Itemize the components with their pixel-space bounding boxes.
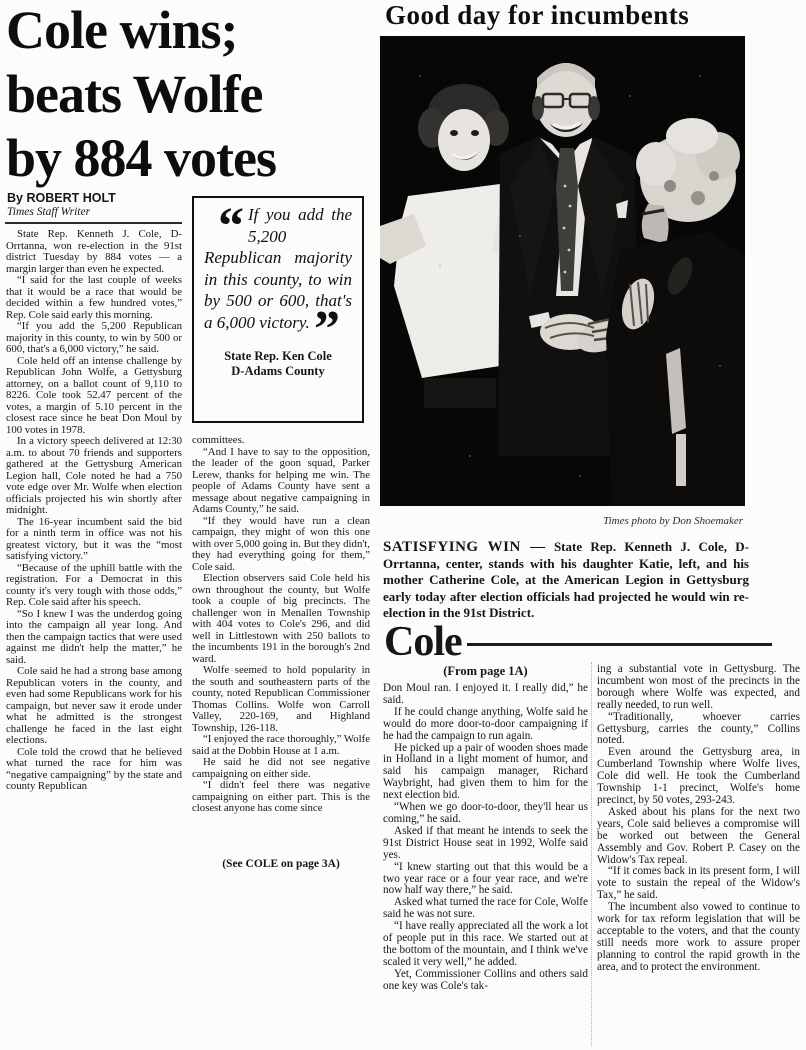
open-quote-icon: “ [218, 198, 242, 255]
pull-quote-attribution [204, 349, 352, 379]
main-headline [6, 0, 378, 190]
article-paragraph: Election observers said Cole held his own throughout the county, but Wolfe took a couple of big precincts. The challenger won in Menallen Township with 404 votes to Cole's 296, and did well in Littlestown with 250 ballots to the incumbents 191 in the borough's 2nd ward. [192, 572, 370, 665]
article-paragraph: committees. [192, 435, 245, 446]
article-paragraph: Yet, Commissioner Collins and others said one key was Cole's tak- [383, 967, 588, 992]
article-paragraph: Don Moul ran. I enjoyed it. I really did,” he said. [383, 683, 588, 706]
article-paragraph: ing a substantial vote in Gettysburg. The incumbent won most of the precincts in the borough where Wolfe was expected, and really needed, to run well. [597, 664, 800, 711]
article-paragraph: Cole said he had a strong base among Republican voters in the county, and even had some Republicans work for his campaign, but never saw it erode under what he admitted is the strongest challenge he faced in the last eight elections. [6, 665, 182, 746]
article-paragraph: “So I knew I was the underdog going into the campaign all year long. And then the campaign tactics that were used against me didn't help the matter,” he said. [6, 607, 182, 666]
article-paragraph: The 16-year incumbent said the bid for a ninth term in office was not his greatest victory, but it was the “most satisfying victory.” [6, 515, 182, 562]
headline-line-2: beats Wolfe [6, 64, 263, 124]
headline-line-1: Cole wins; [6, 0, 238, 60]
article-paragraph: “I said for the last couple of weeks that it would be a race that would be decided within a few hundred votes,” Rep. Cole said early this morning. [6, 274, 182, 321]
continuation-column-left [383, 683, 588, 1048]
article-paragraph: “Traditionally, whoever carries Gettysburg, carries the county,” Collins noted. [597, 710, 800, 747]
article-paragraph: If he could change anything, Wolfe said he would do more door-to-door campaigning if he had the campaign to run again. [383, 705, 588, 742]
article-paragraph: Asked if that meant he intends to seek the 91st District House seat in 1992, Wolfe said yes. [383, 824, 588, 861]
kicker-headline: Good day for incumbents [385, 0, 690, 30]
byline-author: By ROBERT HOLT [7, 191, 116, 205]
article-paragraph: “And I have to say to the opposition, the leader of the goon squad, Parker Lerew, thanks for helping me win. The people of Adams County have sent a message about negative campaigning in Adams County,” he said. [192, 445, 370, 515]
caption-text: State Rep. Kenneth J. Cole, D-Orrtanna, center, stands with his daughter Katie, left, and his mother Catherine Cole, at the American Legion in Gettysburg early today after election officials had projected he would win re-election in the 91st District. [383, 539, 749, 620]
front-column-2 [192, 435, 370, 865]
article-paragraph: “If you add the 5,200 Republican majority in this county, to win by 500 or 600, that's a 6,000 victory,” he said. [6, 320, 182, 355]
article-paragraph: “I enjoyed the race thoroughly,” Wolfe said at the Dobbin House at 1 a.m. [192, 733, 370, 757]
close-quote-icon: ” [314, 300, 339, 358]
photo-caption [383, 539, 749, 622]
photo-credit: Times photo by Don Shoemaker [603, 515, 743, 527]
article-paragraph: Cole held off an intense challenge by Republican John Wolfe, a Gettysburg attorney, on a ballot count of 9,110 to 8226. Cole took 52.47 percent of the votes, a margin of 5.10 percent in the closest race since he beat Don Moul by 100 votes in 1978. [6, 354, 182, 436]
attribution-name: State Rep. Ken Cole [224, 348, 332, 363]
byline-title: Times Staff Writer [7, 206, 91, 218]
article-paragraph: “When we go door-to-door, they'll hear us coming,” he said. [383, 801, 588, 825]
article-paragraph: “If it comes back in its present form, I will vote to sustain the repeal of the Widow's Tax,” he said. [597, 865, 800, 902]
article-paragraph: “I knew starting out that this would be a two year race or a four year race, and we're now half way there,” he said. [383, 860, 588, 897]
jump-head-rule [467, 643, 772, 646]
article-paragraph: Asked about his plans for the next two years, Cole said believes a compromise will be worked out between the General Assembly and Gov. Robert P. Casey on the Widow's Tax repeal. [597, 805, 800, 866]
continuation-column-right [597, 664, 800, 1050]
news-photo [380, 36, 745, 506]
article-paragraph: “Because of the uphill battle with the registration. For a Democrat in this county it's very tough with those odds,” Rep. Cole said after his speech. [6, 561, 182, 608]
pull-quote-box [192, 196, 364, 423]
see-cole-jump-line: (See COLE on page 3A) [222, 858, 340, 870]
pull-quote-body: If you add the 5,200 Republican majority in this county, to win by 500 or 600, that's a 6,000 victory. [204, 205, 352, 332]
article-paragraph: The incumbent also vowed to continue to work for tax reform legislation that will be acceptable to the voters, and that the county still needs more work to assure proper planning to control the rapid growth in the area, and to protect the environment. [597, 901, 800, 973]
jump-head-cole: Cole [384, 619, 462, 665]
caption-lead: SATISFYING WIN — [383, 539, 546, 555]
column-divider-rule [591, 662, 592, 1046]
front-column-1 [6, 229, 182, 929]
byline-block [7, 191, 187, 218]
article-paragraph: He said he did not see negative campaigning on either side. [192, 756, 370, 780]
article-paragraph: He picked up a pair of wooden shoes made in Holland in a light moment of humor, and said his campaign manager, Richard Waybright, had given them to him for the next election bid. [383, 741, 588, 802]
byline-rule [5, 222, 182, 224]
attribution-party: D-Adams County [231, 363, 325, 378]
headline-line-3: by 884 votes [6, 128, 276, 188]
article-paragraph: Cole told the crowd that he believed what turned the race for him was “negative campaigning” by the state and county Republican [6, 745, 182, 792]
article-paragraph: Wolfe seemed to hold popularity in the south and southeastern parts of the county, noted Republican Commissioner Thomas Collins. Wolfe won Carroll Valley, 220-169, and Highland Township, 126-118. [192, 664, 370, 734]
article-paragraph: State Rep. Kenneth J. Cole, D-Orrtanna, won re-election in the 91st district Tuesday by 884 votes — a margin larger than even he expected. [6, 229, 182, 275]
from-page-line: (From page 1A) [443, 664, 528, 678]
article-paragraph: Asked what turned the race for Cole, Wolfe said he was not sure. [383, 896, 588, 921]
article-paragraph: In a victory speech delivered at 12:30 a.m. to about 70 friends and supporters gathered at the Gettysburg American Legion hall, Cole noted he had a 750 vote edge over Mr. Wolfe when election officials projected his win shortly after midnight. [6, 435, 182, 516]
article-paragraph: “If they would have run a clean campaign, they might of won this one with over 5,000 going in. But they didn't, they had everything going for them,” Cole said. [192, 514, 370, 573]
article-paragraph: “I didn't feel there was negative campaigning on either part. This is the closest anyone has come since [192, 779, 370, 814]
article-paragraph: “I have really appreciated all the work a lot of people put in this race. We started out at the bottom of the mountain, and I think we've scaled it very well,” he added. [383, 920, 588, 968]
article-paragraph: Even around the Gettysburg area, in Cumberland Township where Wolfe lives, Cole did well. He took the Cumberland Township 1-1 precinct, Wolfe's home precinct, by 50 votes, 293-243. [597, 746, 800, 806]
